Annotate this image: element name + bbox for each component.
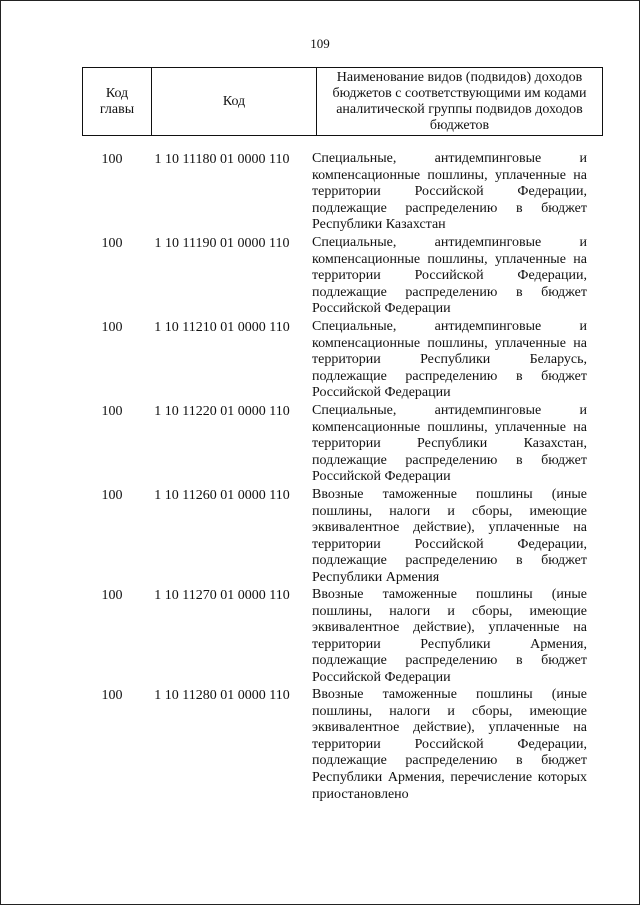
row-code: 1 10 11260 01 0000 110: [154, 488, 290, 503]
row-chapter: 100: [101, 320, 123, 335]
row-code: 1 10 11220 01 0000 110: [154, 404, 290, 419]
row-name: Специальные, антидемпинговые и компенсационные пошлины, уплаченные на территории Республики Беларусь, подлежащие распределению в бюджет Российской Федерации: [312, 319, 587, 401]
page-number: 109: [310, 36, 330, 51]
row-code: 1 10 11280 01 0000 110: [154, 688, 290, 703]
header-chapter-code: Код главы: [83, 68, 152, 136]
table-body: [82, 151, 595, 807]
row-chapter: 100: [101, 488, 123, 503]
row-chapter: 100: [101, 152, 123, 167]
table-row: [82, 235, 595, 319]
row-code: 1 10 11190 01 0000 110: [154, 236, 290, 251]
header-row: [83, 68, 603, 136]
row-chapter: 100: [101, 236, 123, 251]
row-name: Специальные, антидемпинговые и компенсационные пошлины, уплаченные на территории Российской Федерации, подлежащие распределению в бюджет Российской Федерации: [312, 235, 587, 317]
table-row: [82, 403, 595, 487]
row-name: Ввозные таможенные пошлины (иные пошлины, налоги и сборы, имеющие эквивалентное действие), уплаченные на территории Российской Федерации, подлежащие распределению в бюджет Республики Армения: [312, 487, 587, 585]
row-name: Специальные, антидемпинговые и компенсационные пошлины, уплаченные на территории Республики Казахстан, подлежащие распределению в бюджет Российской Федерации: [312, 403, 587, 485]
row-chapter: 100: [101, 688, 123, 703]
row-code: 1 10 11180 01 0000 110: [154, 152, 290, 167]
row-name: Специальные, антидемпинговые и компенсационные пошлины, уплаченные на территории Российской Федерации, подлежащие распределению в бюджет Республики Казахстан: [312, 151, 587, 233]
table-row: [82, 687, 595, 807]
table-row: [82, 319, 595, 403]
header-name: Наименование видов (подвидов) доходов бюджетов с соответствующими им кодами аналитической группы подвидов доходов бюджетов: [317, 68, 603, 136]
table-row: [82, 487, 595, 587]
row-code: 1 10 11270 01 0000 110: [154, 588, 290, 603]
table-row: [82, 151, 595, 235]
table-row: [82, 587, 595, 687]
table-header: [82, 67, 603, 136]
row-chapter: 100: [101, 588, 123, 603]
row-name: Ввозные таможенные пошлины (иные пошлины, налоги и сборы, имеющие эквивалентное действие), уплаченные на территории Республики Армения, подлежащие распределению в бюджет Российской Федерации: [312, 587, 587, 685]
row-code: 1 10 11210 01 0000 110: [154, 320, 290, 335]
header-code: Код: [152, 68, 317, 136]
row-name: Ввозные таможенные пошлины (иные пошлины, налоги и сборы, имеющие эквивалентное действие), уплаченные на территории Российской Федерации, подлежащие распределению в бюджет Республики Армения, перечисление которых приостановлено: [312, 687, 587, 802]
row-chapter: 100: [101, 404, 123, 419]
